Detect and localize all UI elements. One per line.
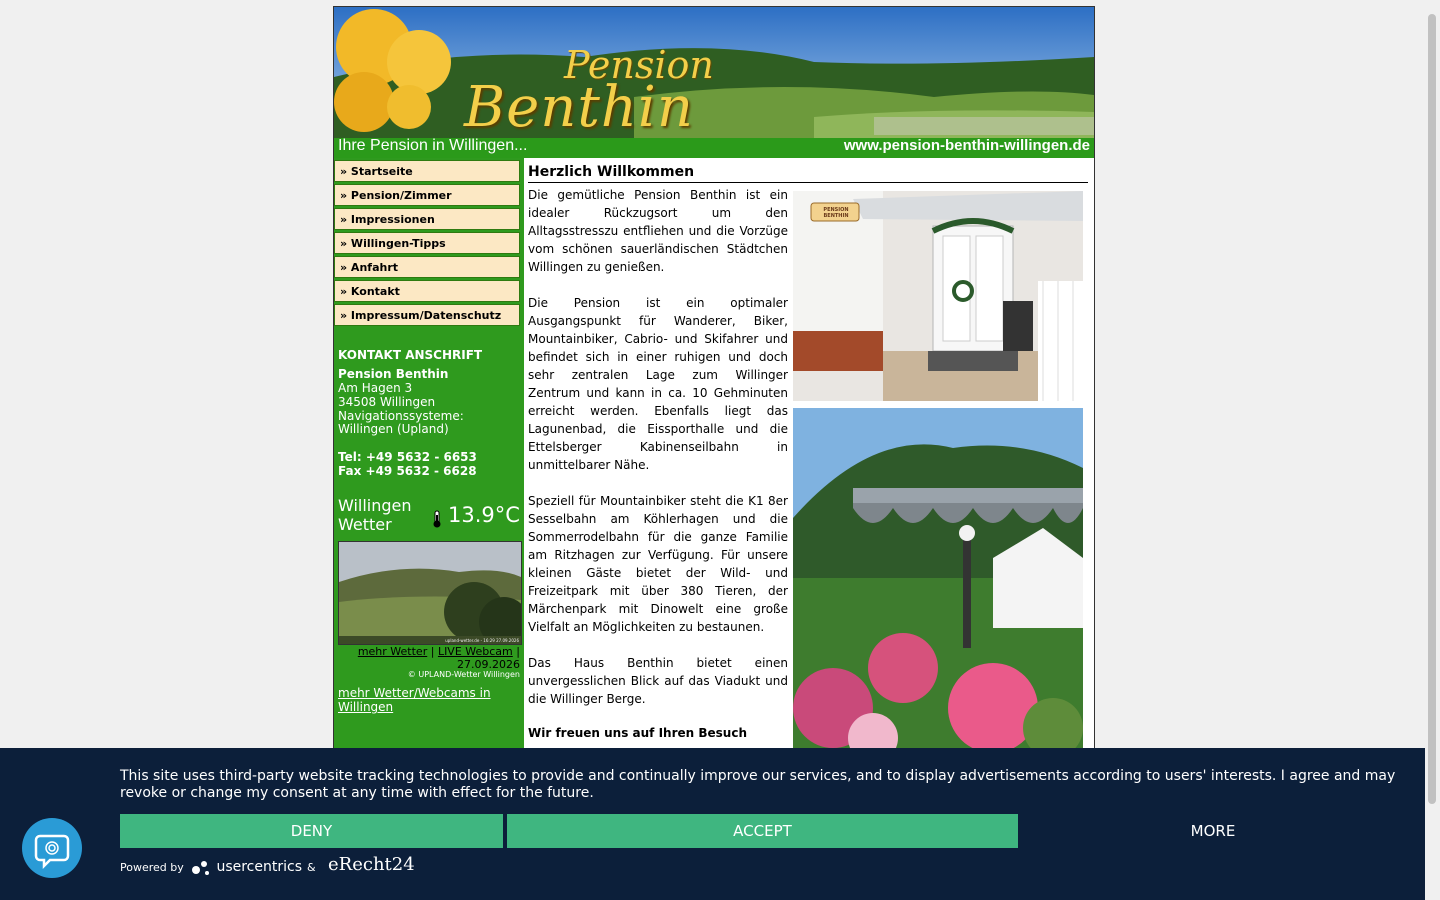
- page-container: [333, 6, 1095, 768]
- sidebar: [334, 158, 524, 768]
- links-separator: |: [430, 645, 435, 658]
- contact-nav-label: Navigationssysteme:: [338, 409, 464, 423]
- contact-name: Pension Benthin: [338, 367, 449, 381]
- cookie-text: This site uses third-party website tracking technologies to provide and continually improve our services, and to display advertisements according to users' interests. I agree and may revoke or change my consent at any time with effect for the future.: [120, 768, 1396, 801]
- erecht24-logo[interactable]: eRecht24: [328, 854, 415, 875]
- banner-url: www.pension-benthin-willingen.de: [843, 137, 1090, 154]
- nav-item-startseite[interactable]: » Startseite: [334, 160, 520, 182]
- scrollbar-thumb[interactable]: [1428, 14, 1436, 804]
- weather-city-line2: Wetter: [338, 515, 392, 534]
- usercentrics-logo[interactable]: [190, 856, 302, 878]
- closing-text: Wir freuen uns auf Ihren Besuch: [528, 726, 747, 740]
- more-button[interactable]: MORE: [1190, 822, 1236, 840]
- contact-city: 34508 Willingen: [338, 395, 436, 409]
- thermometer-icon: [432, 510, 442, 528]
- more-weather-link[interactable]: mehr Wetter: [357, 645, 428, 658]
- webcam-image[interactable]: [338, 541, 522, 645]
- banner-slogan: Ihre Pension in Willingen...: [338, 137, 528, 154]
- logo-benthin: Benthin: [464, 75, 694, 140]
- weather-date: 27.09.2026: [457, 658, 520, 671]
- paragraph-view: Das Haus Benthin bietet einen unvergesslichen Blick auf das Viadukt und die Willinger Berge.: [528, 656, 788, 706]
- nav-item-impressum[interactable]: » Impressum/Datenschutz: [334, 304, 520, 326]
- contact-street: Am Hagen 3: [338, 381, 413, 395]
- deny-button[interactable]: DENY: [120, 814, 503, 848]
- entrance-picture: [793, 191, 1083, 401]
- nav-item-willingen-tipps[interactable]: » Willingen-Tipps: [334, 232, 520, 254]
- door-sign: PENSION BENTHIN: [823, 207, 849, 219]
- nav-item-anfahrt[interactable]: » Anfahrt: [334, 256, 520, 278]
- banner-image: [334, 7, 1094, 158]
- contact-heading: KONTAKT ANSCHRIFT: [338, 348, 483, 362]
- logo-pension: Pension: [564, 43, 714, 87]
- cookie-banner: [0, 748, 1425, 900]
- more-webcams-link[interactable]: mehr Wetter/Webcams in Willingen: [338, 686, 491, 714]
- usercentrics-text: usercentrics: [216, 859, 302, 875]
- weather-temperature: 13.9°C: [448, 503, 520, 527]
- contact-nav-value: Willingen (Upland): [338, 422, 449, 436]
- usercentrics-icon: [190, 856, 212, 878]
- powered-by-label: Powered by: [120, 861, 184, 874]
- nav-item-pension-zimmer[interactable]: » Pension/Zimmer: [334, 184, 520, 206]
- header-banner: [334, 7, 1094, 158]
- paragraph-intro: Die gemütliche Pension Benthin ist ein idealer Rückzugsort um den Alltagsstresszu entfliehen und die Vorzüge vom schönen sauerländischen Städtchen Willingen zu genießen.: [528, 188, 788, 274]
- live-webcam-link[interactable]: LIVE Webcam: [437, 645, 513, 658]
- weather-copyright: © UPLAND-Wetter Willingen: [407, 670, 520, 679]
- links-separator-2: |: [516, 645, 520, 658]
- webcam-picture: [339, 542, 521, 644]
- photo-entrance: [793, 191, 1083, 401]
- contact-tel: Tel: +49 5632 - 6653: [338, 450, 477, 464]
- nav-item-impressionen[interactable]: » Impressionen: [334, 208, 520, 230]
- privacy-settings-button[interactable]: [22, 818, 82, 878]
- weather-city-line1: Willingen: [338, 496, 412, 515]
- scrollbar[interactable]: [1425, 0, 1440, 900]
- paragraph-activities: Speziell für Mountainbiker steht die K1 8er Sesselbahn am Köhlerhagen und die Sommerrodelbahn für die ganze Familie am Ritzhagen zur Verfügung. Für unsere kleinen Gäste bietet der Wild- und Freizeitpark mit über 380 Tieren, der Märchenpark mit Dinowelt eine große Vielfalt an Möglichkeiten zu bestaunen.: [528, 494, 788, 634]
- nav-item-kontakt[interactable]: » Kontakt: [334, 280, 520, 302]
- weather-links: [338, 645, 520, 671]
- accept-button[interactable]: ACCEPT: [507, 814, 1018, 848]
- weather-city: [338, 496, 412, 534]
- paragraph-location: Die Pension ist ein optimaler Ausgangspunkt für Wanderer, Biker, Mountainbiker, Cabrio- und Skifahrer und befindet sich in einer ruhigen und doch sehr zentralen Lage zum Willinger Zentrum und kann in ca. 10 Gehminuten erreicht werden. Ebenfalls liegt das Lagunenbad, die Eissporthalle und die Ettelsberger Kabinenseilbahn in unmittelbarer Nähe.: [528, 296, 788, 472]
- page-title: Herzlich Willkommen: [528, 164, 1088, 183]
- powered-by-ampersand: &: [307, 861, 316, 874]
- fingerprint-chat-icon: [22, 818, 82, 878]
- photo-garden-viaduct: [793, 408, 1083, 768]
- garden-picture: [793, 408, 1083, 768]
- contact-fax: Fax +49 5632 - 6628: [338, 464, 477, 478]
- webcam-caption: upland-wetter.de - 16:29 27.09.2026: [445, 638, 519, 643]
